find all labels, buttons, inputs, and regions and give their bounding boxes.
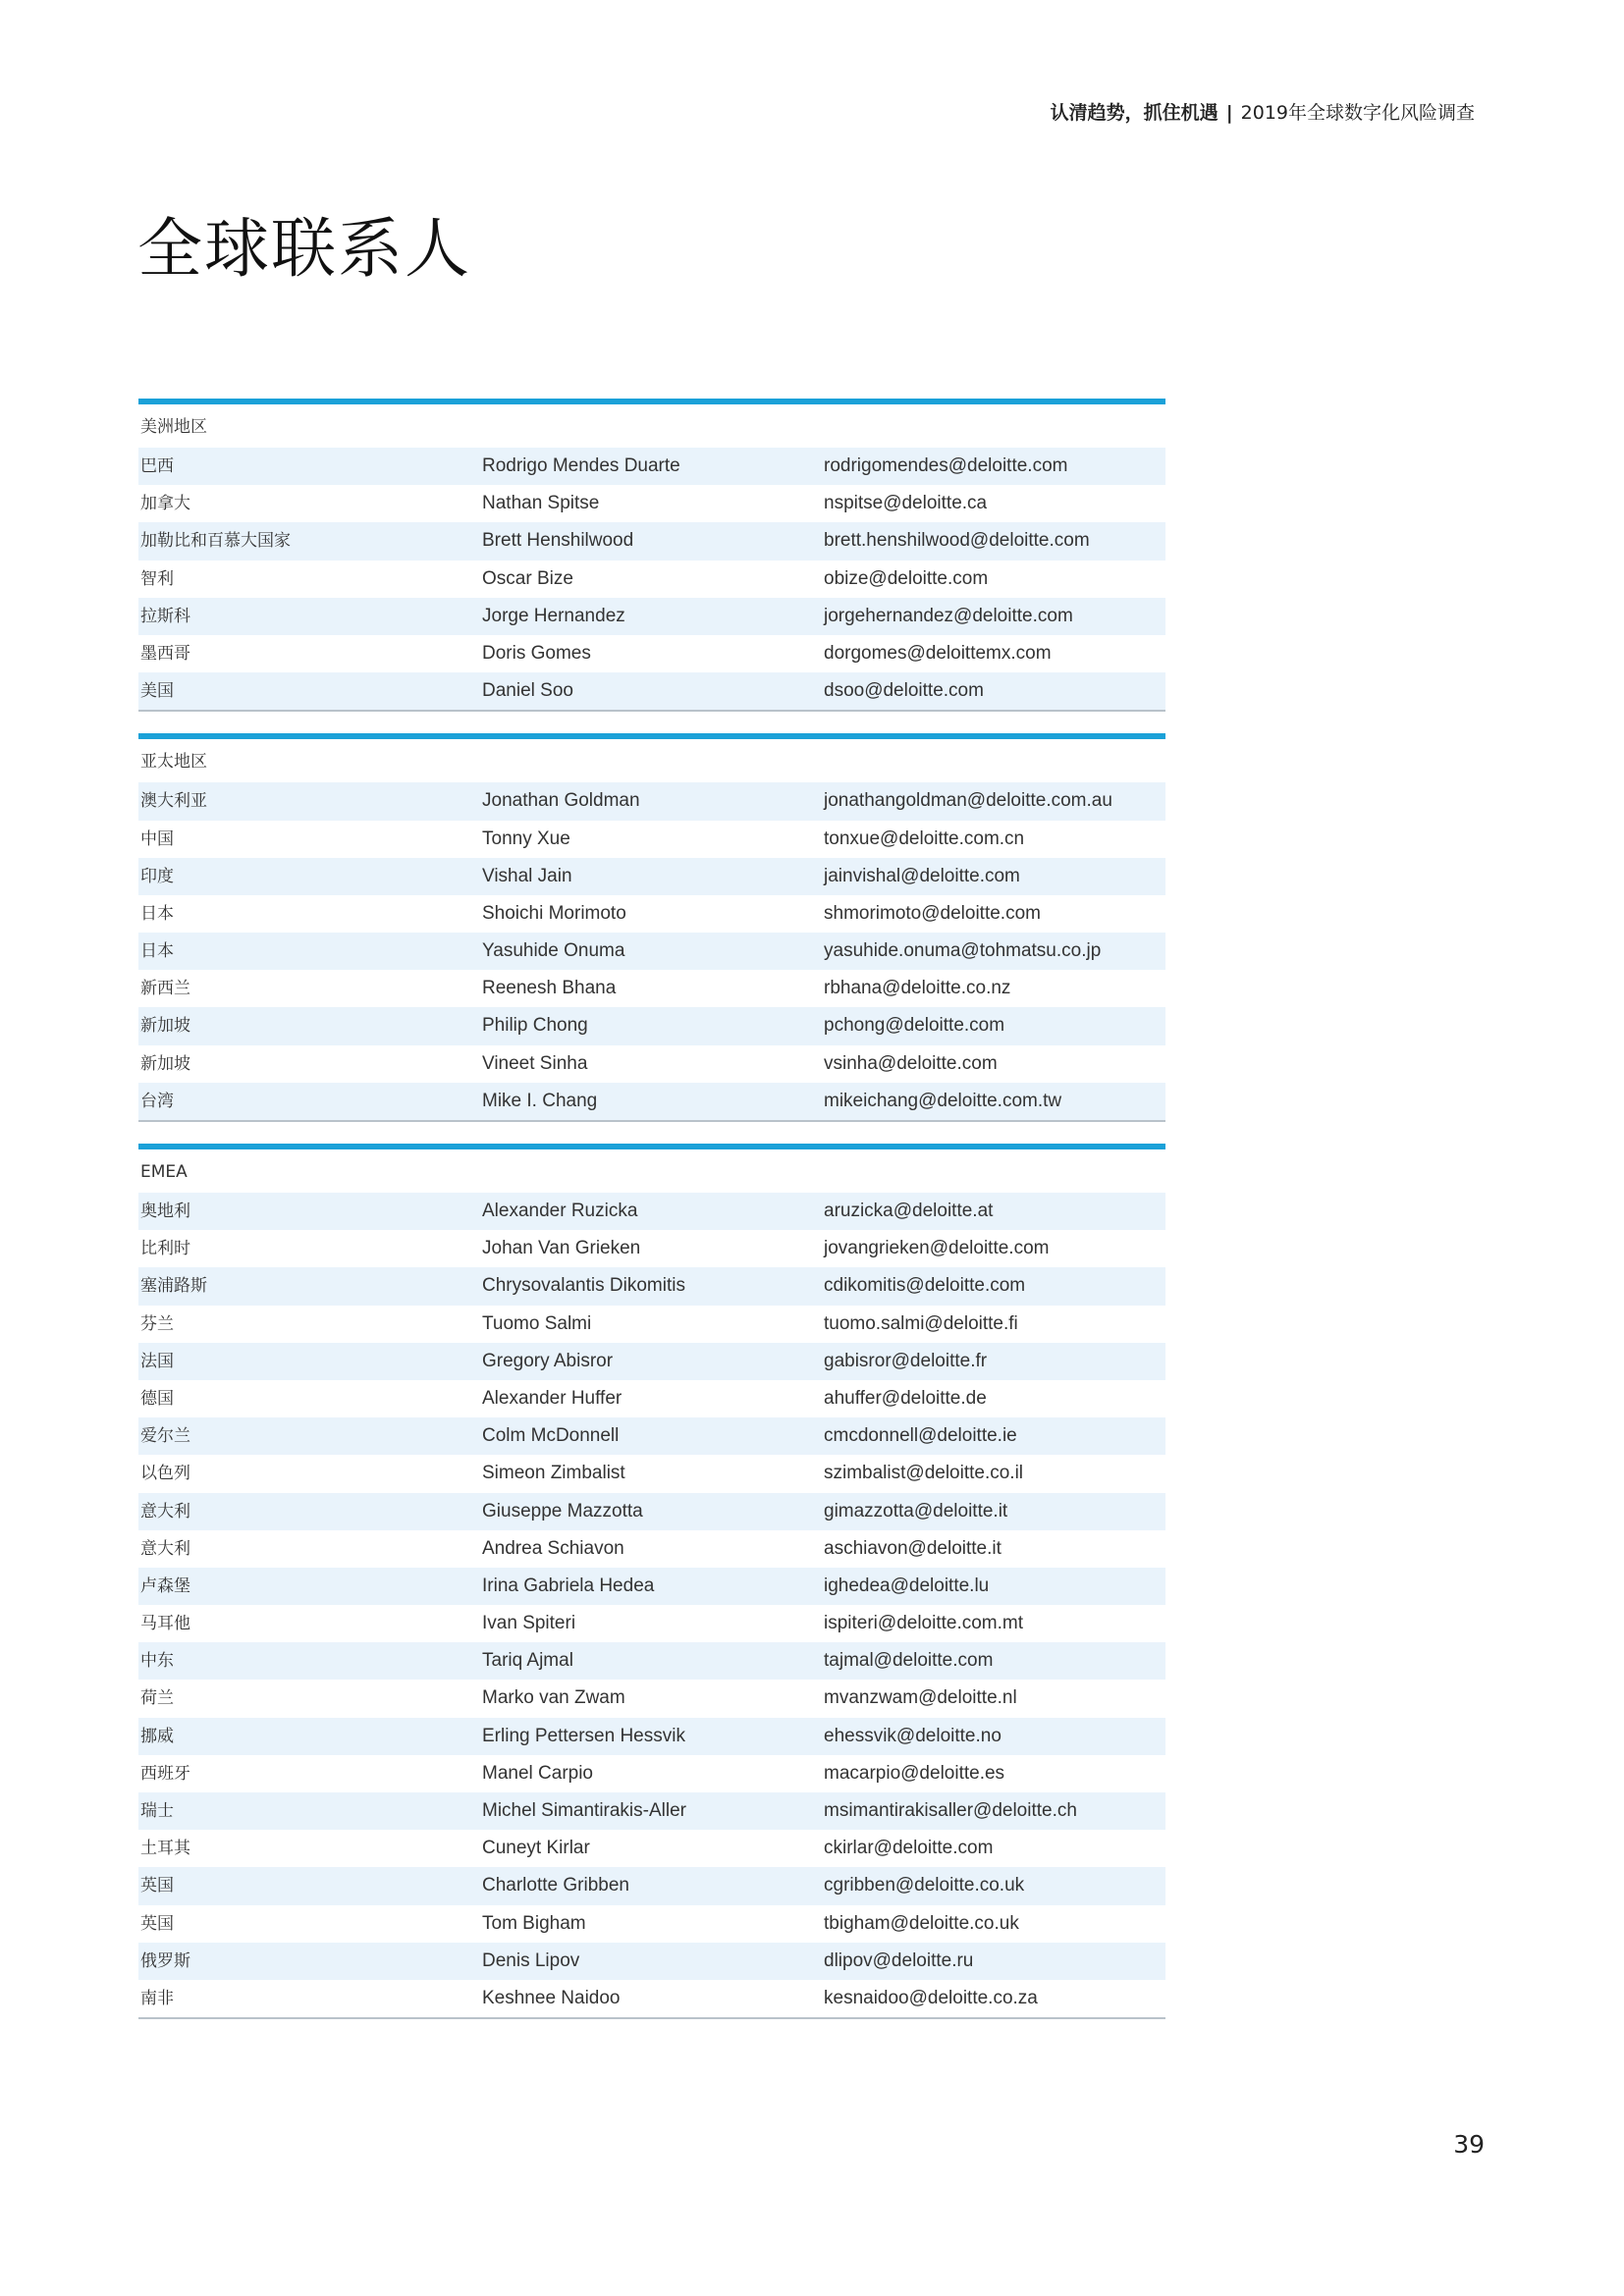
contact-email[interactable]: tbigham@deloitte.co.uk bbox=[824, 1912, 1019, 1934]
contact-country: 土耳其 bbox=[140, 1839, 190, 1859]
contact-email[interactable]: mvanzwam@deloitte.nl bbox=[824, 1687, 1017, 1709]
region-end-rule bbox=[138, 710, 1165, 712]
contact-country: 挪威 bbox=[140, 1726, 174, 1746]
region-rows bbox=[138, 1193, 1165, 2017]
contact-email[interactable]: pchong@deloitte.com bbox=[824, 1015, 1005, 1037]
contact-country: 爱尔兰 bbox=[140, 1426, 190, 1447]
contact-row bbox=[138, 561, 1165, 598]
contact-name: Andrea Schiavon bbox=[482, 1537, 624, 1559]
region-section bbox=[138, 1144, 1165, 2019]
contact-email[interactable]: ehessvik@deloitte.no bbox=[824, 1725, 1001, 1746]
contact-name: Daniel Soo bbox=[482, 680, 573, 702]
contact-name: Vineet Sinha bbox=[482, 1052, 588, 1074]
contact-email[interactable]: jonathangoldman@deloitte.com.au bbox=[824, 790, 1112, 812]
contact-country: 日本 bbox=[140, 903, 174, 924]
contact-row bbox=[138, 1045, 1165, 1083]
contact-row bbox=[138, 1718, 1165, 1755]
contact-email[interactable]: cdikomitis@deloitte.com bbox=[824, 1275, 1026, 1297]
contact-country: 英国 bbox=[140, 1913, 174, 1934]
contact-country: 瑞士 bbox=[140, 1801, 174, 1821]
contact-name: Manel Carpio bbox=[482, 1762, 593, 1784]
contact-email[interactable]: jovangrieken@deloitte.com bbox=[824, 1238, 1050, 1259]
contact-name: Charlotte Gribben bbox=[482, 1875, 629, 1896]
contact-name: Irina Gabriela Hedea bbox=[482, 1575, 655, 1596]
contact-country: 意大利 bbox=[140, 1538, 190, 1559]
contact-row bbox=[138, 1306, 1165, 1343]
contact-name: Jonathan Goldman bbox=[482, 790, 640, 812]
contact-email[interactable]: nspitse@deloitte.ca bbox=[824, 493, 988, 514]
contact-name: Denis Lipov bbox=[482, 1949, 580, 1971]
contact-row bbox=[138, 1007, 1165, 1044]
contact-country: 拉斯科 bbox=[140, 606, 190, 626]
contact-email[interactable]: yasuhide.onuma@tohmatsu.co.jp bbox=[824, 940, 1102, 962]
contact-email[interactable]: dlipov@deloitte.ru bbox=[824, 1949, 974, 1971]
contact-country: 澳大利亚 bbox=[140, 791, 207, 812]
contact-row bbox=[138, 1568, 1165, 1605]
contact-email[interactable]: tonxue@deloitte.com.cn bbox=[824, 828, 1025, 849]
contact-row bbox=[138, 1343, 1165, 1380]
contact-name: Michel Simantirakis-Aller bbox=[482, 1800, 686, 1821]
contact-name: Tuomo Salmi bbox=[482, 1312, 592, 1334]
contact-email[interactable]: cgribben@deloitte.co.uk bbox=[824, 1875, 1025, 1896]
contact-email[interactable]: rbhana@deloitte.co.nz bbox=[824, 978, 1011, 999]
header-title: 认清趋势，抓住机遇 bbox=[1050, 102, 1218, 124]
contact-country: 以色列 bbox=[140, 1464, 190, 1484]
region-name: 亚太地区 bbox=[140, 752, 207, 773]
contact-row bbox=[138, 522, 1165, 560]
contact-country: 中国 bbox=[140, 828, 174, 849]
region-name: EMEA bbox=[140, 1162, 188, 1182]
contact-email[interactable]: gimazzotta@deloitte.it bbox=[824, 1500, 1008, 1522]
contact-country: 巴西 bbox=[140, 456, 174, 476]
contact-row bbox=[138, 1230, 1165, 1267]
contact-name: Colm McDonnell bbox=[482, 1425, 620, 1447]
region-rows bbox=[138, 448, 1165, 710]
contacts-table bbox=[138, 399, 1165, 2041]
contact-row bbox=[138, 1417, 1165, 1455]
contact-name: Philip Chong bbox=[482, 1015, 588, 1037]
contact-name: Ivan Spiteri bbox=[482, 1613, 576, 1634]
contact-row bbox=[138, 1493, 1165, 1530]
region-section bbox=[138, 399, 1165, 712]
contact-country: 马耳他 bbox=[140, 1614, 190, 1634]
contact-name: Vishal Jain bbox=[482, 865, 572, 886]
contact-email[interactable]: vsinha@deloitte.com bbox=[824, 1052, 998, 1074]
header-subtitle: 2019年全球数字化风险调查 bbox=[1240, 102, 1475, 124]
contact-row bbox=[138, 1943, 1165, 1980]
contact-email[interactable]: mikeichang@deloitte.com.tw bbox=[824, 1090, 1062, 1111]
contact-row bbox=[138, 1905, 1165, 1943]
contact-country: 比利时 bbox=[140, 1239, 190, 1259]
contact-email[interactable]: jainvishal@deloitte.com bbox=[824, 865, 1020, 886]
region-rows bbox=[138, 782, 1165, 1120]
contact-name: Brett Henshilwood bbox=[482, 530, 634, 552]
contact-row bbox=[138, 933, 1165, 970]
contact-email[interactable]: kesnaidoo@deloitte.co.za bbox=[824, 1987, 1038, 2008]
contact-row bbox=[138, 448, 1165, 485]
contact-email[interactable]: ispiteri@deloitte.com.mt bbox=[824, 1613, 1024, 1634]
contact-row bbox=[138, 1792, 1165, 1830]
contact-row bbox=[138, 821, 1165, 858]
contact-email[interactable]: ahuffer@deloitte.de bbox=[824, 1387, 987, 1409]
page-title: 全球联系人 bbox=[137, 211, 471, 287]
contact-row bbox=[138, 1380, 1165, 1417]
contact-country: 意大利 bbox=[140, 1501, 190, 1522]
contact-email[interactable]: shmorimoto@deloitte.com bbox=[824, 902, 1041, 924]
contact-email[interactable]: brett.henshilwood@deloitte.com bbox=[824, 530, 1090, 552]
contact-row bbox=[138, 1755, 1165, 1792]
contact-name: Alexander Huffer bbox=[482, 1387, 623, 1409]
contact-email[interactable]: rodrigomendes@deloitte.com bbox=[824, 455, 1068, 476]
page-number: 39 bbox=[1453, 2130, 1485, 2159]
contact-email[interactable]: ckirlar@deloitte.com bbox=[824, 1838, 994, 1859]
contact-email[interactable]: dorgomes@deloittemx.com bbox=[824, 642, 1052, 664]
contact-row bbox=[138, 1530, 1165, 1568]
contact-name: Shoichi Morimoto bbox=[482, 902, 626, 924]
contact-country: 台湾 bbox=[140, 1091, 174, 1111]
contact-row bbox=[138, 1642, 1165, 1680]
contact-name: Tariq Ajmal bbox=[482, 1650, 573, 1672]
contact-name: Reenesh Bhana bbox=[482, 978, 617, 999]
contact-country: 加勒比和百慕大国家 bbox=[140, 531, 291, 552]
region-section bbox=[138, 733, 1165, 1122]
contact-country: 塞浦路斯 bbox=[140, 1276, 207, 1297]
contact-email[interactable]: cmcdonnell@deloitte.ie bbox=[824, 1425, 1017, 1447]
contact-email[interactable]: tajmal@deloitte.com bbox=[824, 1650, 994, 1672]
contact-name: Gregory Abisror bbox=[482, 1350, 614, 1371]
contact-row bbox=[138, 1980, 1165, 2017]
contact-row bbox=[138, 1867, 1165, 1904]
contact-name: Tonny Xue bbox=[482, 828, 570, 849]
contact-row bbox=[138, 598, 1165, 635]
contact-row bbox=[138, 1193, 1165, 1230]
contact-email[interactable]: dsoo@deloitte.com bbox=[824, 680, 984, 702]
contact-name: Jorge Hernandez bbox=[482, 605, 625, 626]
contact-row bbox=[138, 970, 1165, 1007]
contact-country: 卢森堡 bbox=[140, 1575, 190, 1596]
contact-country: 加拿大 bbox=[140, 494, 190, 514]
contact-row bbox=[138, 858, 1165, 895]
contact-country: 英国 bbox=[140, 1876, 174, 1896]
contact-row bbox=[138, 1083, 1165, 1120]
contact-email[interactable]: jorgehernandez@deloitte.com bbox=[824, 605, 1073, 626]
contact-name: Johan Van Grieken bbox=[482, 1238, 641, 1259]
contact-name: Mike I. Chang bbox=[482, 1090, 598, 1111]
contact-row bbox=[138, 895, 1165, 933]
contact-email[interactable]: gabisror@deloitte.fr bbox=[824, 1350, 988, 1371]
contact-email[interactable]: obize@deloitte.com bbox=[824, 567, 989, 589]
contact-country: 墨西哥 bbox=[140, 643, 190, 664]
contact-email[interactable]: msimantirakisaller@deloitte.ch bbox=[824, 1800, 1077, 1821]
contact-name: Rodrigo Mendes Duarte bbox=[482, 455, 680, 476]
header-separator: | bbox=[1225, 102, 1233, 124]
contact-country: 南非 bbox=[140, 1988, 174, 2008]
contact-row bbox=[138, 485, 1165, 522]
contact-row bbox=[138, 635, 1165, 672]
contact-country: 俄罗斯 bbox=[140, 1950, 190, 1971]
contact-name: Marko van Zwam bbox=[482, 1687, 625, 1709]
contact-name: Yasuhide Onuma bbox=[482, 940, 625, 962]
contact-row bbox=[138, 1267, 1165, 1305]
contact-row bbox=[138, 672, 1165, 710]
contact-country: 奥地利 bbox=[140, 1201, 190, 1221]
contact-name: Nathan Spitse bbox=[482, 493, 600, 514]
contact-row bbox=[138, 1455, 1165, 1492]
contact-row bbox=[138, 1680, 1165, 1717]
contact-email[interactable]: szimbalist@deloitte.co.il bbox=[824, 1463, 1024, 1484]
contact-email[interactable]: macarpio@deloitte.es bbox=[824, 1762, 1005, 1784]
contact-country: 荷兰 bbox=[140, 1688, 174, 1709]
contact-name: Cuneyt Kirlar bbox=[482, 1838, 590, 1859]
contact-email[interactable]: ighedea@deloitte.lu bbox=[824, 1575, 990, 1596]
contact-country: 智利 bbox=[140, 568, 174, 589]
contact-name: Oscar Bize bbox=[482, 567, 573, 589]
contact-name: Doris Gomes bbox=[482, 642, 591, 664]
contact-country: 日本 bbox=[140, 941, 174, 962]
contact-country: 中东 bbox=[140, 1651, 174, 1672]
contact-name: Keshnee Naidoo bbox=[482, 1987, 621, 2008]
contact-email[interactable]: tuomo.salmi@deloitte.fi bbox=[824, 1312, 1018, 1334]
contact-country: 新加坡 bbox=[140, 1016, 190, 1037]
contact-name: Simeon Zimbalist bbox=[482, 1463, 625, 1484]
contact-country: 西班牙 bbox=[140, 1763, 190, 1784]
running-header bbox=[1051, 98, 1475, 125]
contact-name: Giuseppe Mazzotta bbox=[482, 1500, 643, 1522]
region-end-rule bbox=[138, 1120, 1165, 1122]
contact-country: 芬兰 bbox=[140, 1313, 174, 1334]
contact-country: 美国 bbox=[140, 681, 174, 702]
contact-country: 德国 bbox=[140, 1388, 174, 1409]
contact-country: 印度 bbox=[140, 866, 174, 886]
contact-email[interactable]: aschiavon@deloitte.it bbox=[824, 1537, 1001, 1559]
contact-name: Erling Pettersen Hessvik bbox=[482, 1725, 685, 1746]
region-end-rule bbox=[138, 2017, 1165, 2019]
contact-row bbox=[138, 782, 1165, 820]
region-name: 美洲地区 bbox=[140, 417, 207, 437]
contact-name: Alexander Ruzicka bbox=[482, 1201, 638, 1221]
contact-email[interactable]: aruzicka@deloitte.at bbox=[824, 1201, 994, 1221]
contact-row bbox=[138, 1830, 1165, 1867]
contact-country: 新加坡 bbox=[140, 1053, 190, 1074]
contact-country: 法国 bbox=[140, 1351, 174, 1371]
contact-country: 新西兰 bbox=[140, 979, 190, 999]
contact-row bbox=[138, 1605, 1165, 1642]
contact-name: Tom Bigham bbox=[482, 1912, 586, 1934]
contact-name: Chrysovalantis Dikomitis bbox=[482, 1275, 685, 1297]
